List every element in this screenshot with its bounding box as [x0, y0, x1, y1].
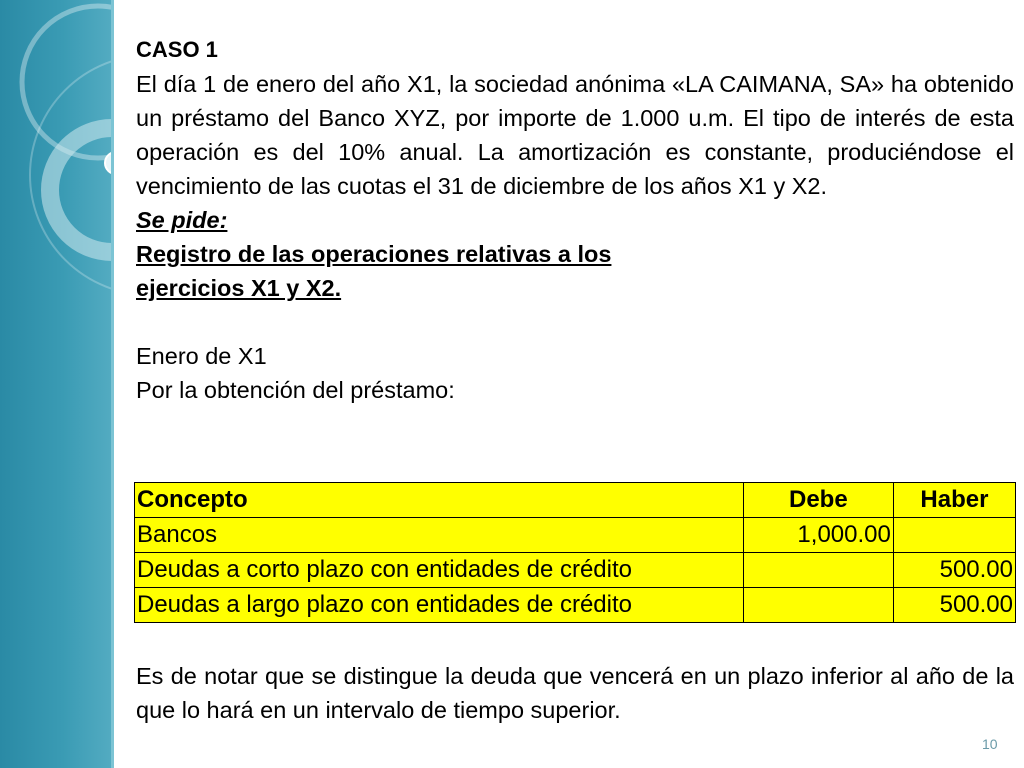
row-concept: Deudas a largo plazo con entidades de crédito — [135, 588, 744, 623]
case-title: CASO 1 — [136, 37, 218, 62]
row-credit — [893, 518, 1015, 553]
explanatory-note: Es de notar que se distingue la deuda que vencerá en un plazo inferior al año de la que lo hará en un intervalo de tiempo superior. — [136, 663, 1014, 723]
decorative-rings — [0, 0, 114, 768]
row-debit: 1,000.00 — [743, 518, 893, 553]
page-number: 10 — [982, 736, 998, 752]
journal-entry-table — [134, 482, 1016, 623]
table-header-row — [135, 483, 1016, 518]
row-debit — [743, 553, 893, 588]
task-line-1: Registro de las operaciones relativas a los — [136, 241, 612, 267]
table-row — [135, 553, 1016, 588]
table-row — [135, 518, 1016, 553]
request-label: Se pide: — [136, 207, 228, 233]
sidebar-edge-line — [111, 0, 114, 768]
case-statement: El día 1 de enero del año X1, la sociedad anónima «LA CAIMANA, SA» ha obtenido un préstamo del Banco XYZ, por importe de 1.000 u.m. El tipo de interés de esta operación es del 10% anual. La amortización es constante, produciéndose el vencimiento de las cuotas el 31 de diciembre de los años X1 y X2. — [136, 71, 1014, 199]
table-row — [135, 588, 1016, 623]
row-concept: Bancos — [135, 518, 744, 553]
entry-caption: Por la obtención del préstamo: — [136, 377, 455, 403]
header-haber: Haber — [893, 483, 1015, 518]
row-credit: 500.00 — [893, 588, 1015, 623]
period-label: Enero de X1 — [136, 343, 267, 369]
header-debe: Debe — [743, 483, 893, 518]
slide-content — [136, 33, 1014, 407]
decorative-sidebar — [0, 0, 114, 768]
row-debit — [743, 588, 893, 623]
row-concept: Deudas a corto plazo con entidades de crédito — [135, 553, 744, 588]
header-concepto: Concepto — [135, 483, 744, 518]
task-line-2: ejercicios X1 y X2. — [136, 275, 342, 301]
row-credit: 500.00 — [893, 553, 1015, 588]
